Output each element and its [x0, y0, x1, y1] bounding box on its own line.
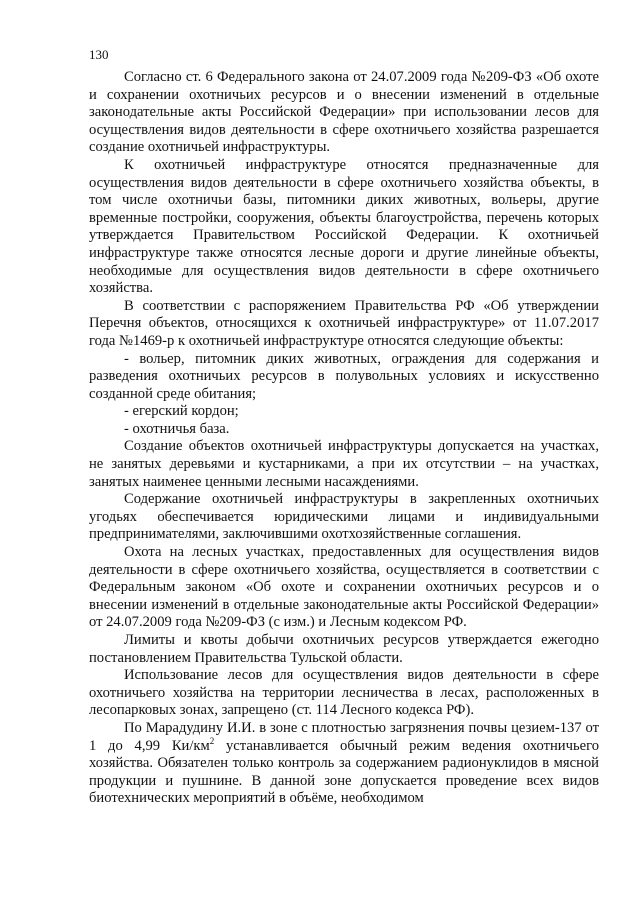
- paragraph-contamination-zone: [89, 720, 599, 808]
- paragraph-hunting-law: Согласно ст. 6 Федерального закона от 24.07.2009 года №209-ФЗ «Об охоте и сохранении охотничьих ресурсов и о внесении изменений в отдельные законодательные акты Российской Федерации» при использовании лесов для осуществления видов деятельности в сфере охотничьего хозяйства разрешается создание охотничьей инфраструктуры.: [89, 69, 599, 156]
- paragraph-forest-park-zones: Использование лесов для осуществления видов деятельности в сфере охотничьего хозяйства на территории лесничества в лесах, расположенных в лесопарковых зонах, запрещено (ст. 114 Лесного кодекса РФ).: [89, 667, 599, 719]
- superscript-2: 2: [209, 735, 215, 746]
- list-item-ranger-post: - егерский кордон;: [124, 403, 239, 420]
- paragraph-hunting-on-plots: Охота на лесных участках, предоставленных для осуществления видов деятельности в сфере охотничьего хозяйства, осуществляется в соответствии с Федеральным законом «Об охоте и сохранении охотничьих ресурсов и о внесении изменений в отдельные законодательные акты Российской Федерации» от 24.07.2009 года №209-ФЗ (с изм.) и Лесным кодексом РФ.: [89, 544, 599, 631]
- paragraph-creation-of-objects: Создание объектов охотничьей инфраструктуры допускается на участках, не занятых деревьями и кустарниками, а при их отсутствии – на участках, занятых наименее ценными лесными насаждениями.: [89, 438, 599, 490]
- paragraph-hunting-infrastructure: К охотничьей инфраструктуре относятся предназначенные для осуществления видов деятельности в сфере охотничьего хозяйства объекты, в том числе охотничьи базы, питомники диких животных, вольеры, другие временные постройки, сооружения, объекты благоустройства, перечень которых утверждается Правительством Российской Федерации. К охотничьей инфраструктуре также относятся лесные дороги и другие линейные объекты, необходимые для осуществления видов деятельности в сфере охотничьего хозяйства.: [89, 156, 599, 297]
- paragraph-government-order: В соответствии с распоряжением Правительства РФ «Об утверждении Перечня объектов, относящихся к охотничьей инфраструктуре» от 11.07.2017 года №1469-р к охотничьей инфраструктуре относятся следующие объекты:: [89, 297, 599, 349]
- contamination-text-start: По Марадудину И.И. в зоне с плотностью загрязнения почвы цезием-137 от 1 до 4,99 Ки/км: [89, 719, 599, 754]
- document-body: [89, 69, 599, 808]
- list-item-hunting-base: - охотничья база.: [124, 420, 230, 437]
- page-number: 130: [89, 47, 109, 62]
- paragraph-maintenance: Содержание охотничьей инфраструктуры в закрепленных охотничьих угодьях обеспечивается юридическими лицами и индивидуальными предпринимателями, заключившими охотхозяйственные соглашения.: [89, 491, 599, 543]
- list-item-enclosure: - вольер, питомник диких животных, ограждения для содержания и разведения охотничьих ресурсов в полувольных условиях и искусственно созданной среде обитания;: [89, 350, 599, 402]
- paragraph-limits-quotas: Лимиты и квоты добычи охотничьих ресурсов утверждается ежегодно постановлением Правительства Тульской области.: [89, 632, 599, 666]
- contamination-text-end: устанавливается обычный режим ведения охотничьего хозяйства. Обязателен только контроль за содержанием радионуклидов в мясной продукции и пушнине. В данной зоне допускается проведение всех видов биотехнических мероприятий в объёме, необходимом: [89, 737, 599, 807]
